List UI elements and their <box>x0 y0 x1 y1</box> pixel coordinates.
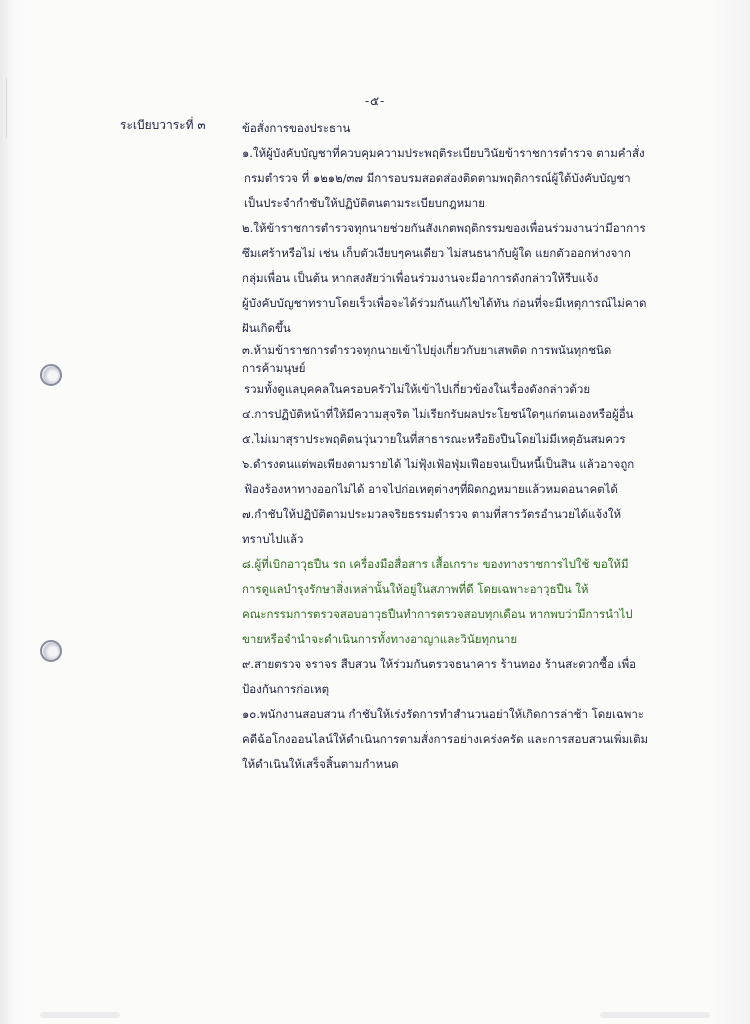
text-line: ฟ้องร้องหาทางออกไม่ได้ อาจไปก่อเหตุต่างๆที่ผิดกฎหมายแล้วหมดอนาคตได้ <box>244 482 618 496</box>
text-line: ๙.สายตรวจ จราจร สืบสวน ให้ร่วมกันตรวจธนาคาร ร้านทอง ร้านสะดวกซื้อ เพื่อ <box>242 657 637 671</box>
text-line: คดีฉ้อโกงออนไลน์ให้ดำเนินการตามสั่งการอย่างเคร่งครัด และการสอบสวนเพิ่มเติม <box>242 732 649 746</box>
chair-directives-body <box>242 116 712 777</box>
page-edge-mark <box>6 78 17 138</box>
text-line: เป็นประจำกำชับให้ปฏิบัติตนตามระเบียบกฎหมาย <box>244 196 485 210</box>
text-line: ฝันเกิดขึ้น <box>242 321 291 335</box>
text-line: ๑๐.พนักงานสอบสวน กำชับให้เร่งรัดการทำสำนวนอย่าให้เกิดการล่าช้า โดยเฉพาะ <box>242 707 644 721</box>
text-line: รวมทั้งดูแลบุคคลในครอบครัวไม่ให้เข้าไปเกี่ยวข้องในเรื่องดังกล่าวด้วย <box>244 382 591 396</box>
text-line: ๓.ห้ามข้าราชการตำรวจทุกนายเข้าไปยุ่งเกี่ยวกับยาเสพติด การพนันทุกชนิด <box>242 343 612 357</box>
text-line: ผู้บังคับบัญชาทราบโดยเร็วเพื่อจะได้ร่วมกันแก้ไขได้ทัน ก่อนที่จะมีเหตุการณ์ไม่คาด <box>242 296 647 310</box>
text-line: กรมตำรวจ ที่ ๑๒๑๒/๓๗ มีการอบรมสอดส่องติดตามพฤติการณ์ผู้ใต้บังคับบัญชา <box>244 171 631 185</box>
page-number: -๕- <box>365 94 386 108</box>
text-line: ๗.กำชับให้ปฏิบัติตามประมวลจริยธรรมตำรวจ ตามที่สารวัตรอำนวยได้แจ้งให้ <box>242 507 622 521</box>
text-line: ๔.การปฏิบัติหน้าที่ให้มีความสุจริต ไม่เรียกรับผลประโยชน์ใดๆแก่ตนเองหรือผู้อื่น <box>242 407 634 421</box>
text-line: ซึมเศร้าหรือไม่ เช่น เก็บตัวเงียบๆคนเดียว ไม่สนธนากับผู้ใด แยกตัวออกห่างจาก <box>242 246 631 260</box>
text-line: กลุ่มเพื่อน เป็นต้น หากสงสัยว่าเพื่อนร่วมงานจะมีอาการดังกล่าวให้รีบแจ้ง <box>242 271 599 285</box>
directives-heading: ข้อสั่งการของประธาน <box>242 121 351 135</box>
text-line: ทราบไปแล้ว <box>242 532 304 546</box>
text-line: การค้ามนุษย์ <box>242 361 306 375</box>
text-line: ป้องกันการก่อเหตุ <box>242 682 330 696</box>
text-line-highlighted: ขายหรือจำนำจะดำเนินการทั้งทางอาญาและวินัยทุกนาย <box>242 632 518 646</box>
text-line: ๑.ให้ผู้บังคับบัญชาที่ควบคุมความประพฤติระเบียบวินัยข้าราชการตำรวจ ตามคำสั่ง <box>242 146 645 160</box>
text-line: ๖.ดำรงตนแต่พอเพียงตามรายได้ ไม่ฟุ้งเฟ้อฟุ่มเฟือยจนเป็นหนี้เป็นสิน แล้วอาจถูก <box>242 457 635 471</box>
text-line: ๕.ไม่เมาสุราประพฤติตนวุ่นวายในที่สาธารณะหรือยิงปืนโดยไม่มีเหตุอันสมควร <box>242 432 626 446</box>
agenda-section-label: ระเบียบวาระที่ ๓ <box>120 118 206 132</box>
text-line: ให้ดำเนินให้เสร็จสิ้นตามกำหนด <box>242 757 399 771</box>
scan-smudge <box>600 1012 710 1018</box>
text-line-highlighted: ๘.ผู้ที่เบิกอาวุธปืน รถ เครื่องมือสื่อสาร เสื้อเกราะ ของทางราชการไปใช้ ขอให้มี <box>242 557 629 571</box>
scan-smudge <box>40 1012 120 1018</box>
text-line-highlighted: คณะกรรมการตรวจสอบอาวุธปืนทำการตรวจสอบทุกเดือน หากพบว่ามีการนำไป <box>242 607 633 621</box>
text-line-highlighted: การดูแลบำรุงรักษาสิ่งเหล่านั้นให้อยู่ในสภาพที่ดี โดยเฉพาะอาวุธปืน ให้ <box>242 582 589 596</box>
binder-hole-icon <box>40 640 62 662</box>
binder-hole-icon <box>40 364 62 386</box>
text-line: ๒.ให้ข้าราชการตำรวจทุกนายช่วยกันสังเกตพฤติกรรมของเพื่อนร่วมงานว่ามีอาการ <box>242 221 646 235</box>
